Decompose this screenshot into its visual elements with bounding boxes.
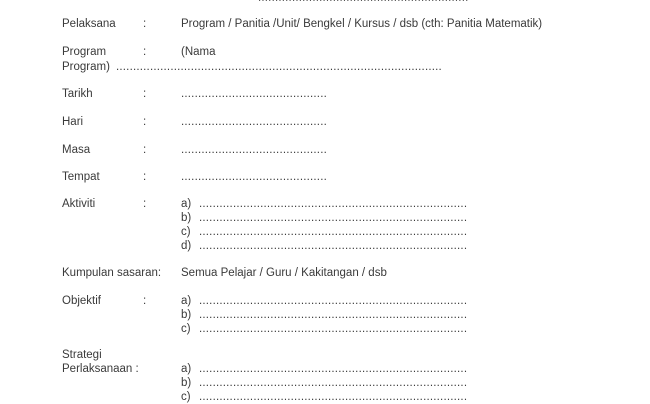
hari-label: Hari — [62, 116, 84, 128]
top-dotted-line — [258, 0, 469, 5]
aktiviti-label: Aktiviti — [62, 198, 96, 210]
objektif-item-letter: c) — [181, 323, 191, 335]
objektif-item-dots: ............................................................................... — [199, 309, 468, 321]
objektif-item-letter: a) — [181, 295, 192, 307]
objektif-item-letter: b) — [181, 309, 192, 321]
aktiviti-item-letter: c) — [181, 226, 191, 238]
strategi-item-dots: ............................................................................... — [199, 363, 468, 375]
strategi-label: Strategi — [62, 349, 102, 361]
kumpulan-sasaran-label: Kumpulan sasaran: — [62, 267, 162, 279]
program-name-dots: ................................................................................................ — [116, 61, 442, 73]
kumpulan-sasaran-value: Semua Pelajar / Guru / Kakitangan / dsb — [181, 267, 387, 279]
aktiviti-item-dots: ............................................................................... — [199, 198, 468, 210]
objektif-item-dots: ............................................................................... — [199, 323, 468, 335]
masa-dots: ........................................... — [181, 144, 327, 156]
tempat-dots: ........................................... — [181, 171, 327, 183]
strategi-item-dots: ............................................................................... — [199, 391, 468, 403]
aktiviti-item-dots: ............................................................................... — [199, 226, 468, 238]
strategi-item-dots: ............................................................................... — [199, 377, 468, 389]
hari-dots: ........................................... — [181, 116, 327, 128]
strategi-item-letter: b) — [181, 377, 192, 389]
program-value-open: (Nama — [181, 46, 216, 58]
tarikh-label: Tarikh — [62, 88, 93, 100]
aktiviti-colon: : — [143, 198, 147, 210]
strategi-item-letter: a) — [181, 363, 192, 375]
pelaksana-colon: : — [143, 18, 147, 30]
objektif-label: Objektif — [62, 295, 101, 307]
aktiviti-item-letter: a) — [181, 198, 192, 210]
strategi-item-letter: c) — [181, 391, 191, 403]
objektif-item-dots: ............................................................................... — [199, 295, 468, 307]
tempat-label: Tempat — [62, 171, 100, 183]
tempat-colon: : — [143, 171, 147, 183]
hari-colon: : — [143, 116, 147, 128]
masa-colon: : — [143, 144, 147, 156]
program-colon: : — [143, 46, 147, 58]
tarikh-colon: : — [143, 88, 147, 100]
aktiviti-item-letter: b) — [181, 212, 192, 224]
pelaksana-label: Pelaksana — [62, 18, 116, 30]
program-label: Program — [62, 46, 107, 58]
pelaksana-value: Program / Panitia /Unit/ Bengkel / Kursus / dsb (cth: Panitia Matematik) — [181, 18, 543, 30]
perlaksanaan-label: Perlaksanaan : — [62, 363, 139, 375]
aktiviti-item-dots: ............................................................................... — [199, 240, 468, 252]
aktiviti-item-dots: ............................................................................... — [199, 212, 468, 224]
program-label-line2: Program) — [62, 61, 110, 73]
objektif-colon: : — [143, 295, 147, 307]
masa-label: Masa — [62, 144, 91, 156]
aktiviti-item-letter: d) — [181, 240, 192, 252]
tarikh-dots: ........................................... — [181, 88, 327, 100]
